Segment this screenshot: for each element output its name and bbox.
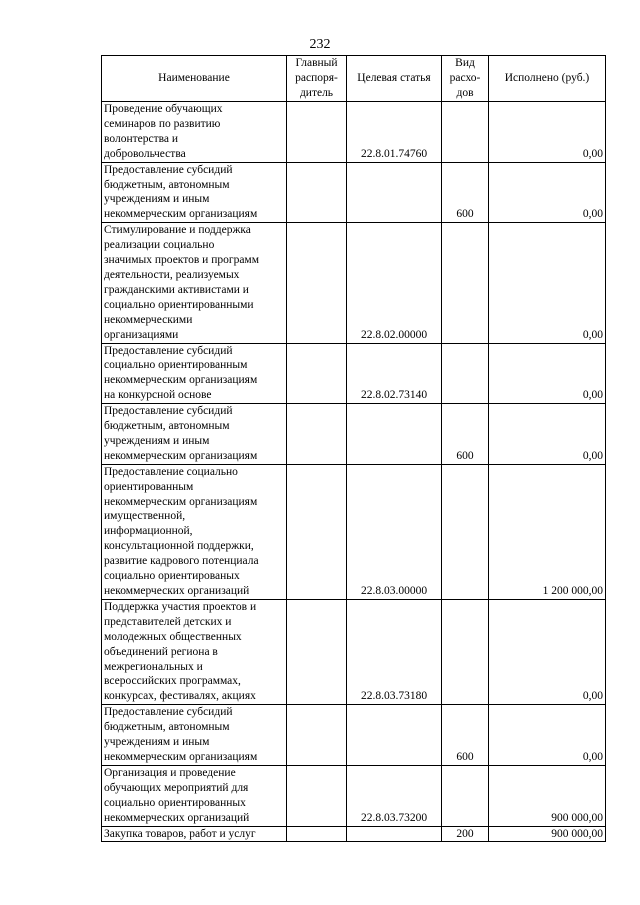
header-target: Целевая статья — [347, 56, 442, 102]
cell-kind: 200 — [442, 826, 489, 842]
table-header-row — [102, 56, 606, 102]
cell-target — [347, 162, 442, 223]
cell-done: 0,00 — [489, 162, 606, 223]
table-row — [102, 162, 606, 223]
cell-done: 0,00 — [489, 102, 606, 163]
cell-kind: 600 — [442, 404, 489, 465]
cell-target — [347, 705, 442, 766]
cell-admin — [287, 343, 347, 404]
cell-done: 0,00 — [489, 705, 606, 766]
cell-kind — [442, 223, 489, 343]
cell-name: Предоставление субсидий бюджетным, автономным учреждениям и иным некоммерческим организациям — [102, 705, 287, 766]
cell-target: 22.8.02.73140 — [347, 343, 442, 404]
table-row — [102, 223, 606, 343]
cell-kind — [442, 102, 489, 163]
cell-admin — [287, 826, 347, 842]
cell-admin — [287, 464, 347, 599]
table-row — [102, 705, 606, 766]
table-row — [102, 826, 606, 842]
table-row — [102, 404, 606, 465]
cell-admin — [287, 599, 347, 704]
cell-target — [347, 404, 442, 465]
cell-done: 0,00 — [489, 223, 606, 343]
cell-name: Организация и проведение обучающих мероприятий для социально ориентированных некоммерческих организаций — [102, 765, 287, 826]
cell-kind — [442, 765, 489, 826]
cell-name: Стимулирование и поддержка реализации социально значимых проектов и программ деятельности, реализуемых гражданскими активистами и социально ориентированными некоммерческими организациями — [102, 223, 287, 343]
header-admin: Главный распоря-дитель — [287, 56, 347, 102]
cell-target: 22.8.02.00000 — [347, 223, 442, 343]
header-kind: Вид расхо-дов — [442, 56, 489, 102]
cell-admin — [287, 404, 347, 465]
cell-target — [347, 826, 442, 842]
table-body — [102, 102, 606, 842]
page-number: 232 — [309, 37, 331, 52]
cell-done: 900 000,00 — [489, 765, 606, 826]
cell-name: Поддержка участия проектов и представителей детских и молодежных общественных объединений региона в межрегиональных и всероссийских программах, конкурсах, фестивалях, акциях — [102, 599, 287, 704]
cell-kind: 600 — [442, 162, 489, 223]
cell-target: 22.8.03.00000 — [347, 464, 442, 599]
header-done: Исполнено (руб.) — [489, 56, 606, 102]
cell-admin — [287, 223, 347, 343]
cell-target: 22.8.01.74760 — [347, 102, 442, 163]
cell-done: 0,00 — [489, 343, 606, 404]
cell-kind — [442, 343, 489, 404]
cell-name: Предоставление субсидий бюджетным, автономным учреждениям и иным некоммерческим организациям — [102, 404, 287, 465]
table-row — [102, 464, 606, 599]
table-row — [102, 765, 606, 826]
table-row — [102, 599, 606, 704]
cell-kind — [442, 599, 489, 704]
cell-done: 0,00 — [489, 599, 606, 704]
table-row — [102, 102, 606, 163]
table-row — [102, 343, 606, 404]
cell-target: 22.8.03.73180 — [347, 599, 442, 704]
cell-admin — [287, 705, 347, 766]
cell-done: 900 000,00 — [489, 826, 606, 842]
cell-admin — [287, 102, 347, 163]
cell-name: Предоставление субсидий социально ориентированным некоммерческим организациям на конкурсной основе — [102, 343, 287, 404]
cell-done: 0,00 — [489, 404, 606, 465]
cell-kind — [442, 464, 489, 599]
budget-table — [101, 55, 606, 842]
cell-name: Закупка товаров, работ и услуг — [102, 826, 287, 842]
cell-name: Предоставление субсидий бюджетным, автономным учреждениям и иным некоммерческим организациям — [102, 162, 287, 223]
cell-admin — [287, 765, 347, 826]
cell-name: Предоставление социально ориентированным некоммерческим организациям имущественной, информационной, консультационной поддержки, развитие кадрового потенциала социально ориентированых некоммерческих организаций — [102, 464, 287, 599]
cell-admin — [287, 162, 347, 223]
cell-done: 1 200 000,00 — [489, 464, 606, 599]
header-name: Наименование — [102, 56, 287, 102]
cell-name: Проведение обучающих семинаров по развитию волонтерства и добровольчества — [102, 102, 287, 163]
cell-target: 22.8.03.73200 — [347, 765, 442, 826]
cell-kind: 600 — [442, 705, 489, 766]
